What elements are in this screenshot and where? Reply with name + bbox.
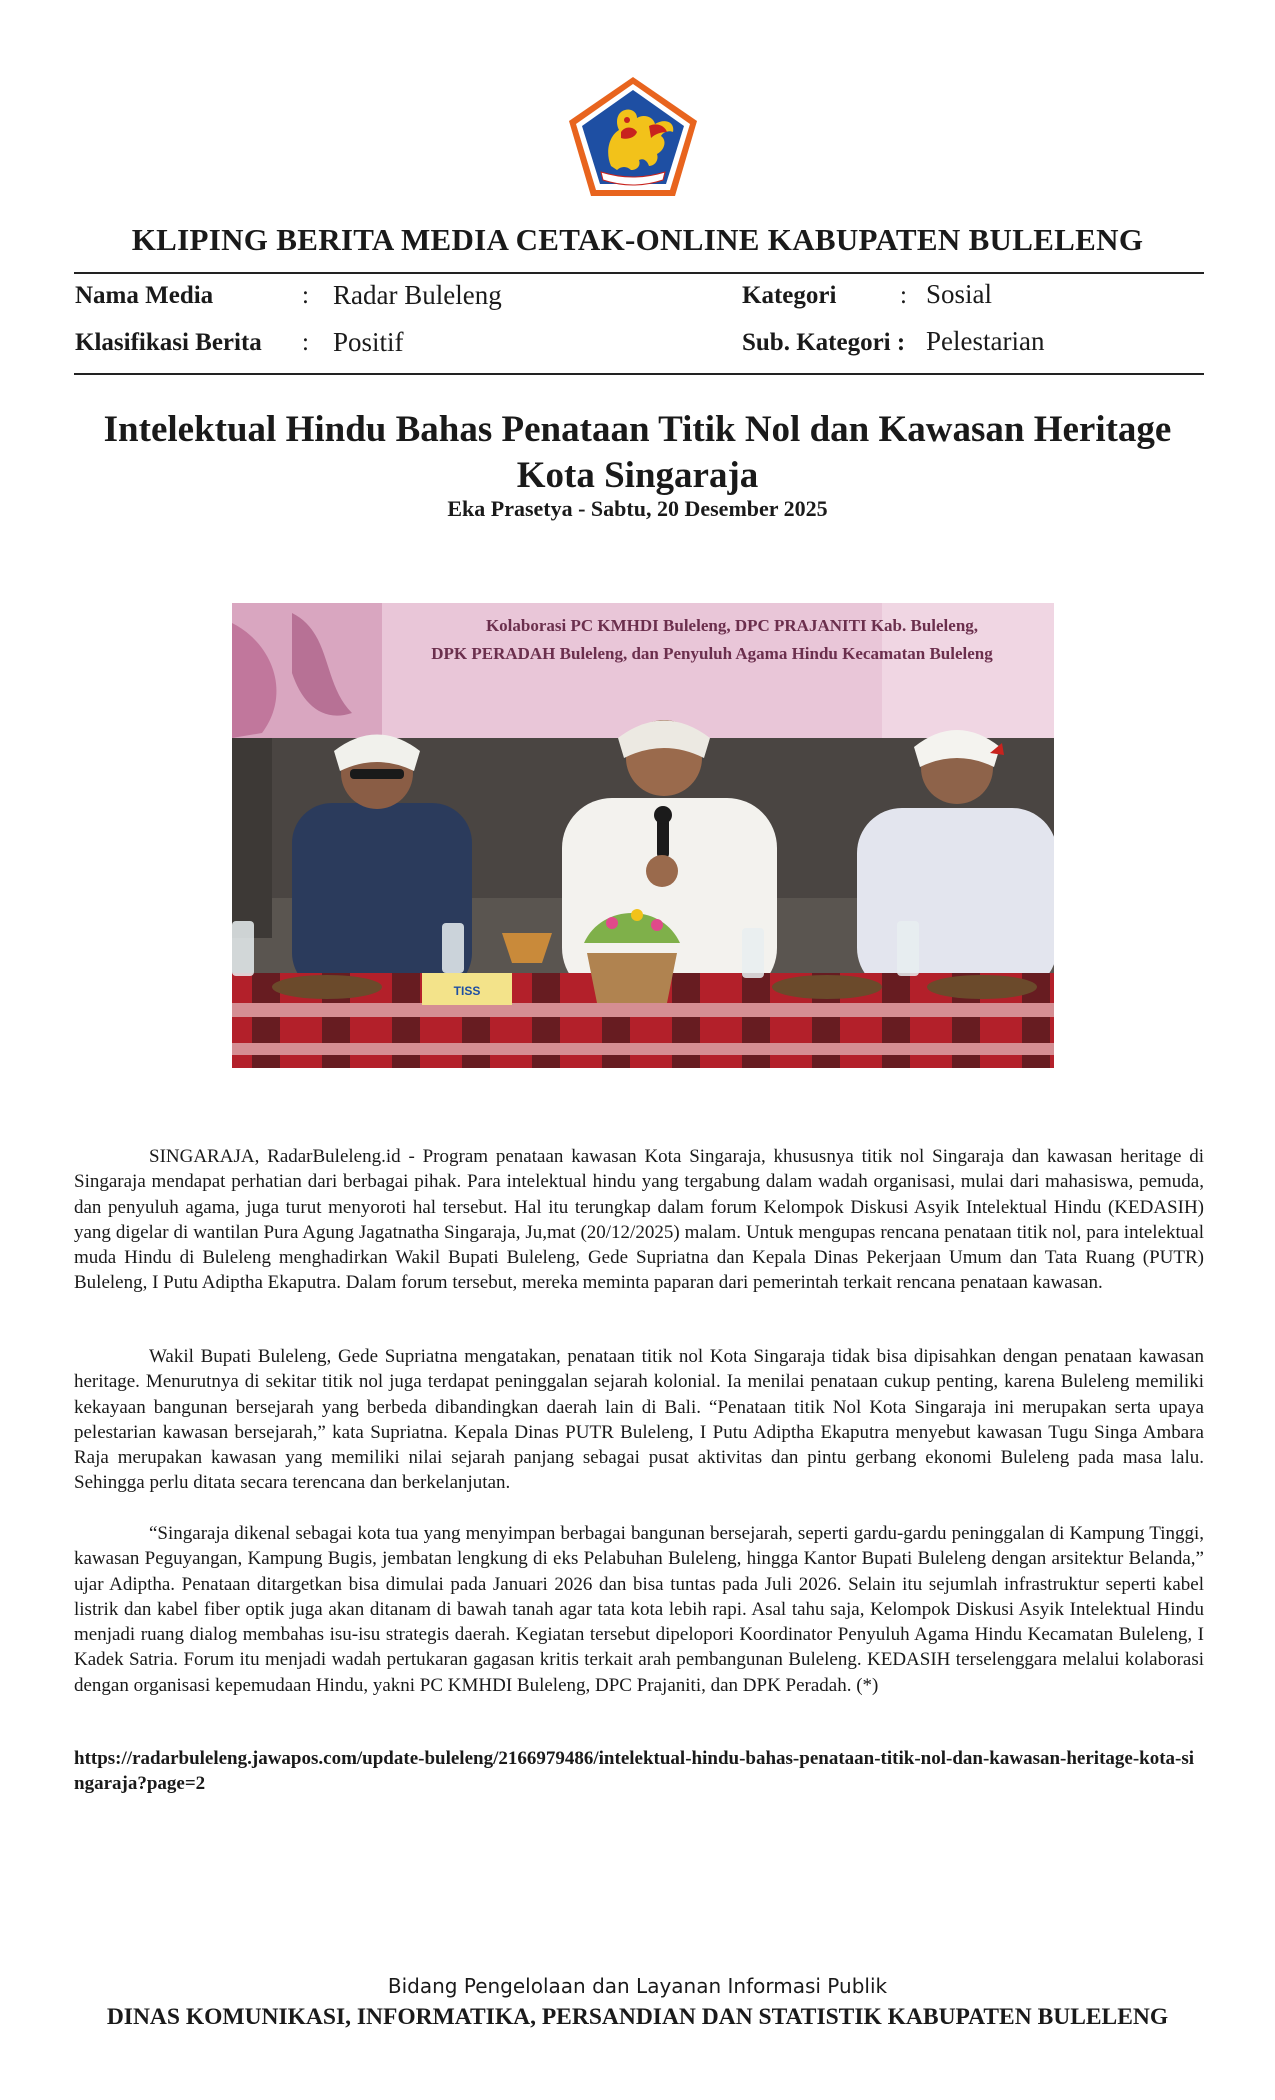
kliping-title: KLIPING BERITA MEDIA CETAK-ONLINE KABUPATEN BULELENG <box>131 222 1144 257</box>
footer-division: Bidang Pengelolaan dan Layanan Informasi Publik <box>387 1974 888 1998</box>
article-headline: Intelektual Hindu Bahas Penataan Titik Nol dan Kawasan Heritage Kota Singaraja <box>103 409 1172 496</box>
footer-agency: DINAS KOMUNIKASI, INFORMATIKA, PERSANDIAN DAN STATISTIK KABUPATEN BULELENG <box>106 2004 1169 2030</box>
kategori-value: Sosial <box>926 279 993 309</box>
kategori-label: Kategori <box>742 282 837 309</box>
article-photo <box>232 603 1054 1068</box>
kategori-colon: : <box>900 282 907 309</box>
source-url-link[interactable]: https://radarbuleleng.jawapos.com/update-buleleng/2166979486/intelektual-hindu-bahas-penataan-titik-nol-dan-kawasan-heritage-kota-singaraja?page=2 <box>74 1748 1195 1794</box>
klasifikasi-label: Klasifikasi Berita <box>75 329 262 356</box>
subkategori-label: Sub. Kategori : <box>742 329 906 356</box>
media-label: Nama Media <box>75 282 214 309</box>
klasifikasi-value: Positif <box>333 327 404 357</box>
article-paragraph <box>74 1521 1204 1698</box>
regency-logo <box>565 74 701 200</box>
subkategori-value: Pelestarian <box>926 326 1045 356</box>
paragraph-text: SINGARAJA, RadarBuleleng.id - Program penataan kawasan Kota Singaraja, khususnya titik nol Singaraja dan kawasan heritage di Singaraja mendapat perhatian dari berbagai pihak. Para intelektual hindu yang tergabung dalam wadah organisasi, mulai dari mahasiswa, pemuda, dan penyuluh agama, juga turut menyoroti hal tersebut. Hal itu terungkap dalam forum Kelompok Diskusi Asyik Intelektual Hindu (KEDASIH) yang digelar di wantilan Pura Agung Jagatnatha Singaraja, Ju,mat (20/12/2025) malam. Untuk mengupas rencana penataan titik nol, para intelektual muda Hindu di Buleleng menghadirkan Wakil Bupati Buleleng, Gede Supriatna dan Kepala Dinas Pekerjaan Umum dan Tata Ruang (PUTR) Buleleng, I Putu Adiptha Ekaputra. Dalam forum tersebut, mereka meminta paparan dari pemerintah terkait rencana penataan kawasan. <box>74 1146 1204 1294</box>
header-divider-bottom <box>74 373 1204 375</box>
tissue-label: TISS <box>453 984 481 998</box>
article-paragraph <box>74 1344 1204 1496</box>
article-byline: Eka Prasetya - Sabtu, 20 Desember 2025 <box>447 496 828 521</box>
media-value: Radar Buleleng <box>333 280 502 310</box>
media-colon: : <box>302 282 309 309</box>
header-divider-top <box>74 272 1204 274</box>
banner-line-1: Kolaborasi PC KMHDI Buleleng, DPC PRAJANITI Kab. Buleleng, <box>485 616 979 635</box>
article-paragraph <box>74 1144 1204 1296</box>
banner-line-2: DPK PERADAH Buleleng, dan Penyuluh Agama Hindu Kecamatan Buleleng <box>431 644 993 663</box>
klasifikasi-colon: : <box>302 329 309 356</box>
paragraph-text: Wakil Bupati Buleleng, Gede Supriatna mengatakan, penataan titik nol Kota Singaraja tidak bisa dipisahkan dengan penataan kawasan heritage. Menurutnya di sekitar titik nol juga terdapat peninggalan sejarah kolonial. Ia menilai penataan cukup penting, karena Buleleng memiliki kekayaan bangunan bersejarah yang berbeda dibandingkan daerah lain di Bali. “Penataan titik Nol Kota Singaraja ini merupakan serta upaya pelestarian kawasan bersejarah,” kata Supriatna. Kepala Dinas PUTR Buleleng, I Putu Adiptha Ekaputra menyebut kawasan Tugu Singa Ambara Raja merupakan kawasan yang memiliki nilai sejarah panjang sebagai pusat aktivitas dan pintu gerbang ekonomi Buleleng pada masa lalu. Sehingga perlu ditata secara terencana dan berkelanjutan. <box>74 1346 1204 1494</box>
paragraph-text: “Singaraja dikenal sebagai kota tua yang menyimpan berbagai bangunan bersejarah, seperti gardu-gardu peninggalan di Kampung Tinggi, kawasan Peguyangan, Kampung Bugis, jembatan lengkung di eks Pelabuhan Buleleng, hingga Kantor Bupati Buleleng dengan arsitektur Belanda,” ujar Adiptha. Penataan ditargetkan bisa dimulai pada Januari 2026 dan bisa tuntas pada Juli 2026. Selain itu sejumlah infrastruktur seperti kabel listrik dan kabel fiber optik juga akan ditanam di bawah tanah agar tata kota lebih rapi. Asal tahu saja, Kelompok Diskusi Asyik Intelektual Hindu menjadi ruang dialog membahas isu-isu strategis daerah. Kegiatan tersebut dipelopori Koordinator Penyuluh Agama Hindu Kecamatan Buleleng, I Kadek Satria. Forum itu menjadi wadah pertukaran gagasan kritis terkait arah pembangunan Buleleng. KEDASIH terselenggara melalui kolaborasi dengan organisasi kepemudaan Hindu, yakni PC KMHDI Buleleng, DPC Prajaniti, dan DPK Peradah. (*) <box>74 1523 1204 1696</box>
